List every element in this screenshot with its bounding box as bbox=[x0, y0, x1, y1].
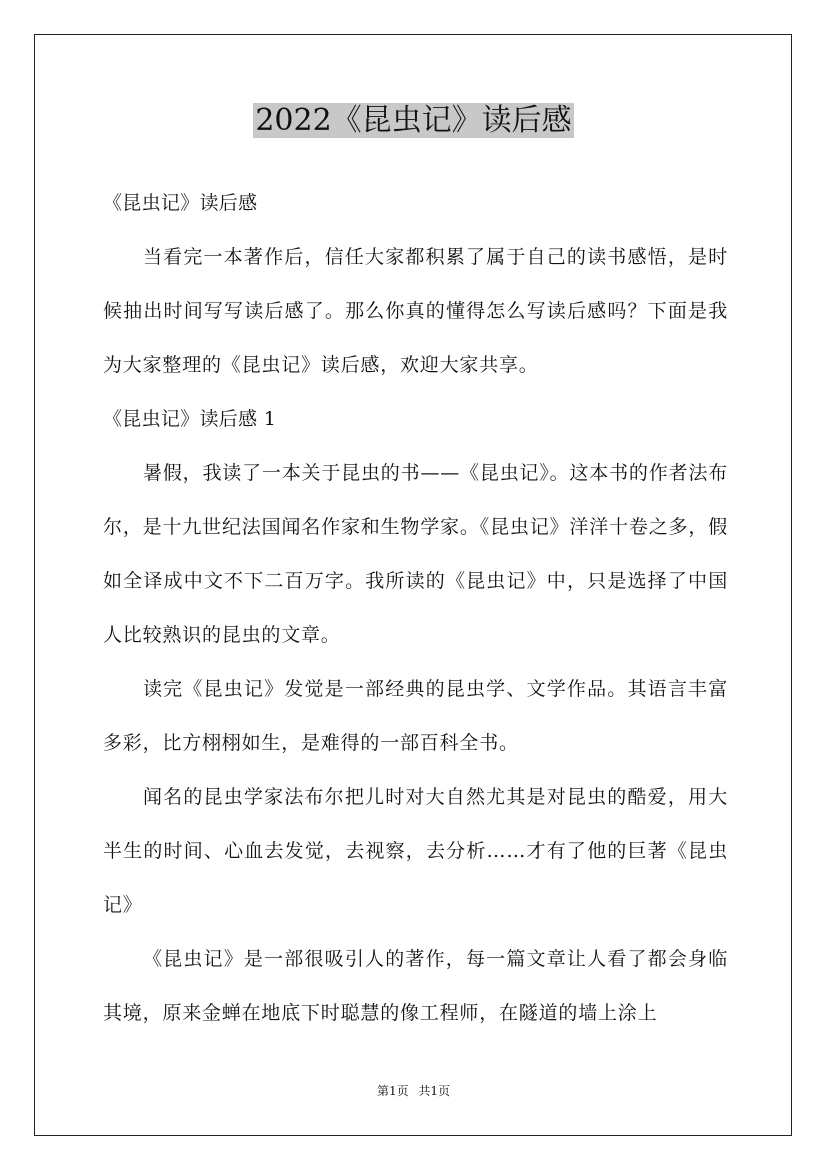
body-paragraph: 闻名的昆虫学家法布尔把儿时对大自然尤其是对昆虫的酷爱，用大半生的时间、心血去发觉，去视察，去分析……才有了他的巨著《昆虫记》 bbox=[103, 786, 728, 916]
essay-1-heading: 《昆虫记》读后感 1 bbox=[103, 408, 277, 430]
document-body bbox=[103, 176, 728, 1040]
body-paragraph: 暑假，我读了一本关于昆虫的书——《昆虫记》。这本书的作者法布尔，是十九世纪法国闻名作家和生物学家。《昆虫记》洋洋十卷之多，假如全译成中文不下二百万字。我所读的《昆虫记》中，只是选择了中国人比较熟识的昆虫的文章。 bbox=[103, 462, 728, 646]
document-title bbox=[0, 100, 827, 142]
document-title-text: 2022《昆虫记》读后感 bbox=[255, 103, 572, 138]
page-number: 第1页 bbox=[376, 1084, 409, 1098]
intro-paragraph: 当看完一本著作后，信任大家都积累了属于自己的读书感悟，是时候抽出时间写写读后感了。那么你真的懂得怎么写读后感吗？下面是我为大家整理的《昆虫记》读后感，欢迎大家共享。 bbox=[103, 246, 728, 376]
page-footer bbox=[0, 1083, 827, 1099]
page-total: 共1页 bbox=[418, 1084, 451, 1098]
body-paragraph: 《昆虫记》是一部很吸引人的著作，每一篇文章让人看了都会身临其境，原来金蝉在地底下时聪慧的像工程师，在隧道的墙上涂上 bbox=[103, 948, 728, 1024]
section-heading: 《昆虫记》读后感 bbox=[103, 192, 258, 214]
body-paragraph: 读完《昆虫记》发觉是一部经典的昆虫学、文学作品。其语言丰富多彩，比方栩栩如生，是难得的一部百科全书。 bbox=[103, 678, 728, 754]
